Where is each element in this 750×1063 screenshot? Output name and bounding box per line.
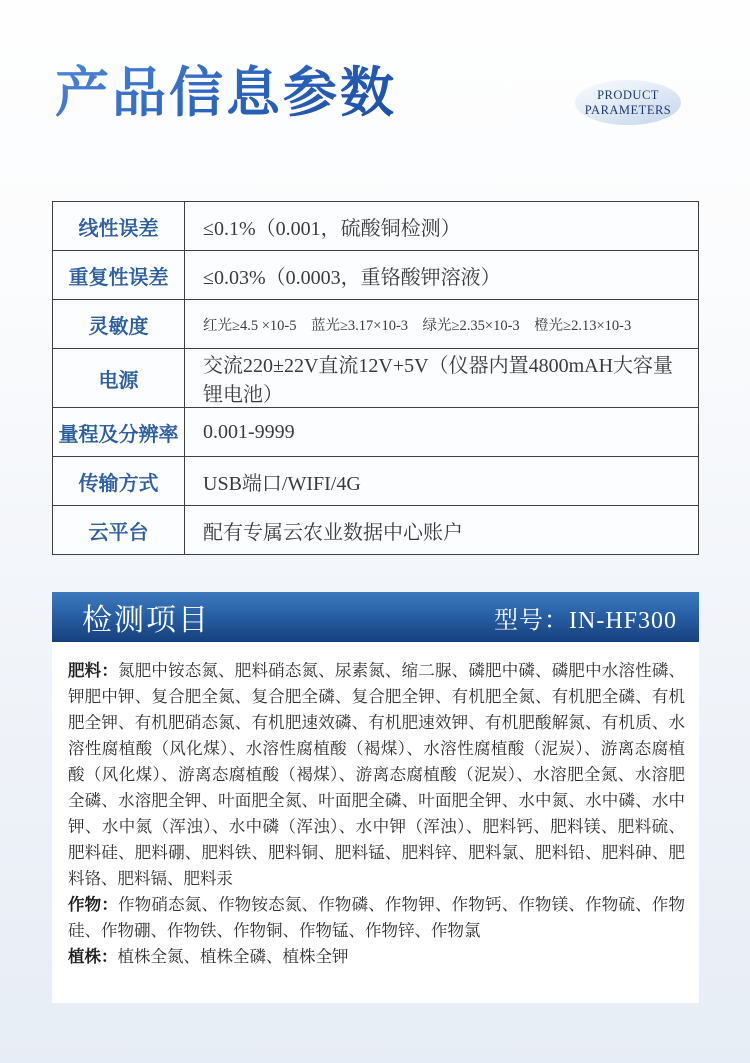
spec-row-transmission	[53, 457, 699, 506]
spec-value: 交流220±22V直流12V+5V（仪器内置4800mAH大容量锂电池）	[185, 349, 699, 408]
spec-row-power	[53, 349, 699, 408]
spec-value: 配有专属云农业数据中心账户	[185, 506, 699, 555]
spec-row-sensitivity	[53, 300, 699, 349]
spec-value: ≤0.03%（0.0003，重铬酸钾溶液）	[185, 251, 699, 300]
spec-row-range-resolution	[53, 408, 699, 457]
crop-section-text: 作物硝态氮、作物铵态氮、作物磷、作物钾、作物钙、作物镁、作物硫、作物硅、作物硼、作物铁、作物铜、作物锰、作物锌、作物氯	[68, 895, 686, 940]
fertilizer-section-label: 肥料：	[68, 661, 119, 680]
spec-label: 电源	[53, 349, 185, 408]
spec-value: ≤0.1%（0.001，硫酸铜检测）	[185, 202, 699, 251]
spec-label: 传输方式	[53, 457, 185, 506]
section-title: 检测项目	[82, 604, 210, 637]
spec-value: 红光≥4.5 ×10-5 蓝光≥3.17×10-3 绿光≥2.35×10-3 橙光≥2.13×10-3	[185, 300, 699, 349]
spec-row-linearity	[53, 202, 699, 251]
spec-table	[52, 201, 699, 555]
spec-value: USB端口/WIFI/4G	[185, 457, 699, 506]
badge-line-2: PARAMETERS	[584, 102, 672, 117]
fertilizer-section-text: 氮肥中铵态氮、肥料硝态氮、尿素氮、缩二脲、磷肥中磷、磷肥中水溶性磷、钾肥中钾、复合肥全氮、复合肥全磷、复合肥全钾、有机肥全氮、有机肥全磷、有机肥全钾、有机肥硝态氮、有机肥速效磷、有机肥速效钾、有机肥酸解氮、有机质、水溶性腐植酸（风化煤）、水溶性腐植酸（褐煤）、水溶性腐植酸（泥炭）、游离态腐植酸（风化煤）、游离态腐植酸（褐煤）、游离态腐植酸（泥炭）、水溶肥全氮、水溶肥全磷、水溶肥全钾、叶面肥全氮、叶面肥全磷、叶面肥全钾、水中氮、水中磷、水中钾、水中氮（浑浊）、水中磷（浑浊）、水中钾（浑浊）、肥料钙、肥料镁、肥料硫、肥料硅、肥料硼、肥料铁、肥料铜、肥料锰、肥料锌、肥料氯、肥料铅、肥料砷、肥料铬、肥料镉、肥料汞	[68, 661, 686, 888]
plant-section	[68, 944, 685, 970]
spec-label: 线性误差	[53, 202, 185, 251]
spec-row-repeatability	[53, 251, 699, 300]
spec-value: 0.001-9999	[185, 408, 699, 457]
plant-section-label: 植株：	[68, 947, 118, 966]
badge-line-1: PRODUCT	[597, 87, 659, 102]
spec-row-cloud-platform	[53, 506, 699, 555]
crop-section	[68, 892, 685, 944]
spec-label: 重复性误差	[53, 251, 185, 300]
crop-section-label: 作物：	[68, 895, 119, 914]
spec-label: 灵敏度	[53, 300, 185, 349]
detection-items-card	[52, 642, 699, 1003]
section-header-bar	[52, 592, 699, 642]
spec-label: 量程及分辨率	[53, 408, 185, 457]
fertilizer-section	[68, 658, 685, 892]
spec-label: 云平台	[53, 506, 185, 555]
page-title: 产品信息参数	[55, 60, 397, 128]
model-number: 型号：IN-HF300	[494, 607, 677, 634]
product-parameters-badge	[575, 80, 681, 125]
plant-section-text: 植株全氮、植株全磷、植株全钾	[117, 947, 349, 966]
